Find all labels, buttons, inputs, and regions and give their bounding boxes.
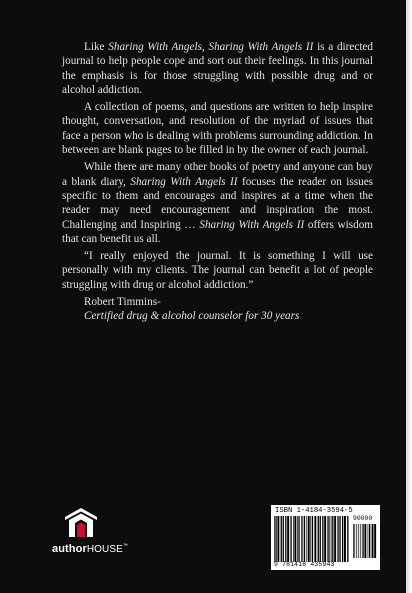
barcode-bar: [358, 524, 359, 558]
text-span: ,: [201, 41, 209, 53]
text-span: While there are many other books of poetry and anyone can buy a blank diary,: [62, 161, 373, 188]
barcode-bar: [354, 524, 355, 558]
barcode-bar: [324, 516, 326, 562]
book-title: Sharing With Angels: [108, 41, 202, 53]
testimonial-author: Robert Timmins-: [84, 296, 161, 309]
publisher-name-part2: HOUSE: [86, 544, 123, 555]
testimonial-credential: Certified drug & alcohol counselor for 30 years: [84, 310, 300, 323]
barcode-bar: [312, 516, 313, 562]
barcode-bar: [285, 516, 286, 562]
barcode-bar: [306, 516, 307, 562]
barcode-digits: 9 781418 435943: [274, 561, 335, 568]
barcode-bar: [314, 516, 316, 562]
barcode-bar: [304, 516, 305, 562]
publisher-logo: [50, 507, 130, 567]
publisher-name-part1: author: [52, 543, 87, 555]
trademark-symbol: ™: [122, 543, 128, 549]
barcode-bar: [362, 524, 363, 558]
barcode-bar: [274, 516, 275, 562]
barcode-bar: [290, 516, 291, 562]
barcode-bar: [331, 516, 332, 562]
paragraph-focus: [62, 160, 373, 246]
barcode-bar: [327, 516, 328, 562]
barcode-bar: [332, 516, 333, 562]
barcode-bar: [297, 516, 298, 562]
book-title: Sharing With Angels II: [130, 175, 238, 188]
text-span: focuses the reader on issues specific to them and encourages and inspires at a time when the reader may need encouragement and inspiration the most. Challenging and Inspiring …: [62, 175, 374, 231]
barcode-bar: [372, 524, 374, 558]
barcode-bar: [294, 516, 296, 562]
page-edge: [406, 0, 412, 593]
text-span: Like: [84, 41, 109, 53]
barcode-bar: [337, 516, 338, 562]
barcode-bar: [353, 524, 354, 558]
cover-description: [62, 40, 373, 324]
paragraph-intro: [62, 40, 373, 97]
barcode-bar: [364, 524, 366, 558]
publisher-name: [52, 543, 128, 555]
text-span: offers wisdom that can benefit us all.: [62, 218, 373, 245]
barcode-bar: [302, 516, 303, 562]
barcode-bar: [329, 516, 330, 562]
barcode-bar: [342, 516, 343, 562]
isbn-barcode: [271, 505, 380, 570]
barcode-bar: [360, 524, 361, 558]
barcode-bar: [344, 516, 346, 562]
authorhouse-logo-icon: [64, 507, 98, 539]
barcode-bar: [369, 524, 370, 558]
barcode-bar: [356, 524, 357, 558]
barcode-bar: [368, 524, 369, 558]
barcode-bar: [277, 516, 279, 562]
barcode-bar: [322, 516, 323, 562]
barcode-bars: [274, 516, 350, 562]
barcode-bar: [320, 516, 321, 562]
book-title: Sharing With Angels II: [208, 41, 314, 53]
barcode-bar: [318, 516, 319, 562]
barcode-bar: [310, 516, 311, 562]
barcode-bar: [339, 516, 340, 562]
isbn-label: ISBN 1-4184-3594-5: [275, 507, 353, 515]
price-barcode-bars: [353, 524, 377, 558]
text-span: is a directed journal to help people cope and sort out their feelings. In this journal the emphasis is for those struggling with possible drug and or alcohol addiction.: [62, 41, 373, 96]
barcode-bar: [334, 516, 336, 562]
price-code: 90000: [353, 515, 373, 522]
barcode-bar: [287, 516, 289, 562]
testimonial-quote: “I really enjoyed the journal. It is something I will use personally with my clients. The journal can benefit a lot of people struggling with drug or alcohol addiction.”: [62, 250, 373, 291]
barcode-bar: [308, 516, 310, 562]
barcode-bar: [293, 516, 294, 562]
paragraph-collection: A collection of poems, and questions are written to help inspire thought, conversation, and resolution of the myriad of issues that face a person who is dealing with problems surrounding addiction. In between are blank pages to be filled in by the owner of each journal.: [62, 101, 373, 157]
barcode-bar: [301, 516, 302, 562]
book-title: Sharing With Angels II: [199, 218, 305, 231]
barcode-bar: [283, 516, 284, 562]
barcode-bar: [347, 516, 348, 562]
barcode-bar: [374, 524, 376, 558]
barcode-bar: [298, 516, 299, 562]
barcode-bar: [275, 516, 276, 562]
barcode-bar: [281, 516, 282, 562]
